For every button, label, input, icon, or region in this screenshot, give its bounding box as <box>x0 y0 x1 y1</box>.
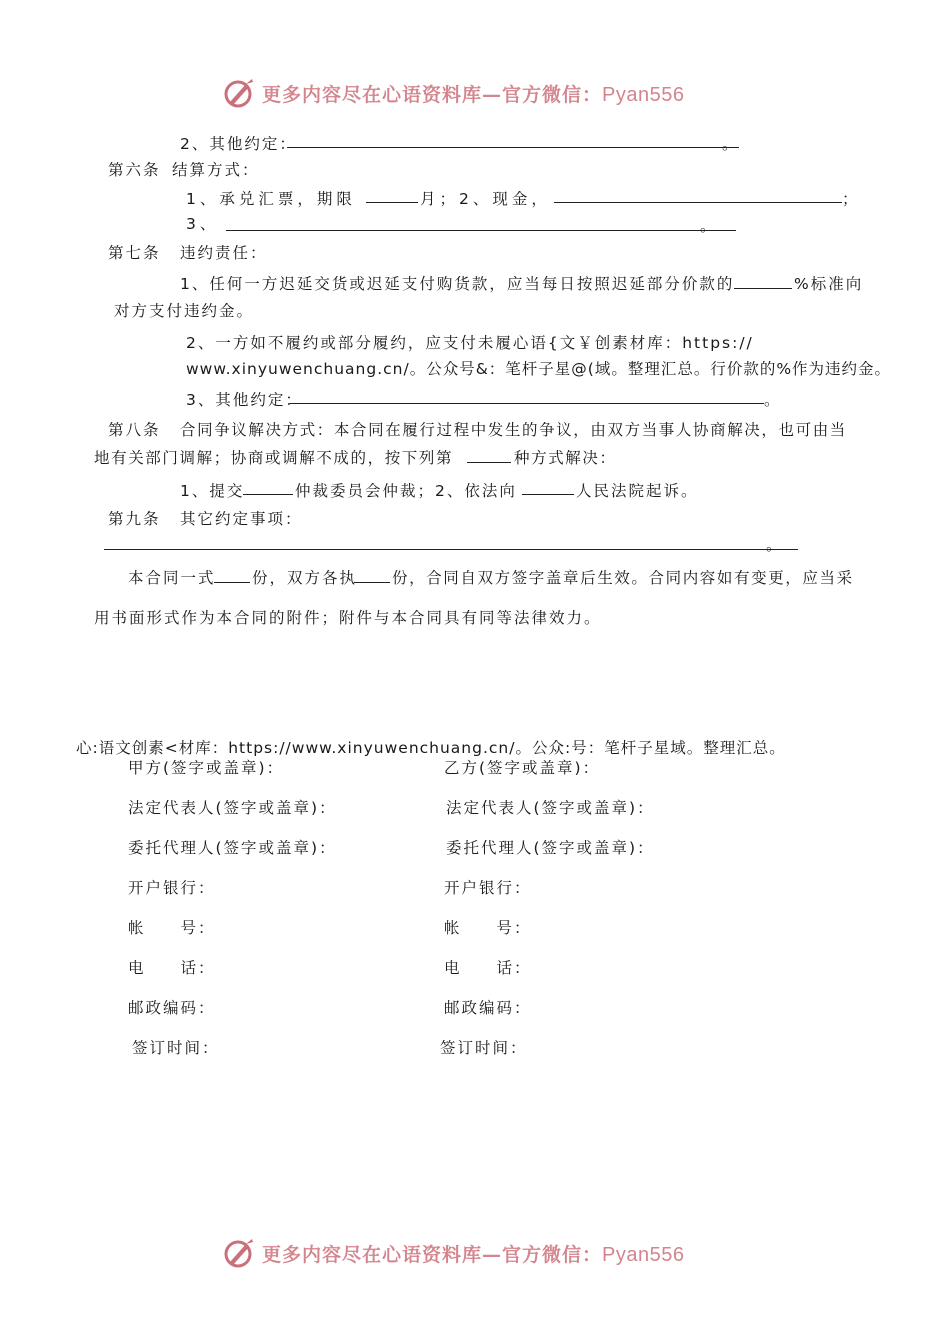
period-mark: 。 <box>700 217 718 235</box>
article-7-item-1a: 1、任何一方迟延交货或迟延支付购货款，应当每日按照迟延部分价款的 <box>180 275 735 293</box>
clause-5-other-agreement: 2、其他约定： <box>180 135 297 153</box>
party-b-phone: 电 话： <box>444 959 532 977</box>
article-8-item-b: 仲裁委员会仲裁；2、依法向 <box>295 482 517 500</box>
party-b-bank: 开户银行： <box>444 879 532 897</box>
blank-line <box>287 147 739 148</box>
semicolon: ； <box>842 190 860 208</box>
article-9-heading: 其它约定事项： <box>180 510 303 528</box>
party-a-title: 甲方(签字或盖章)： <box>128 759 285 777</box>
article-6-heading: 结算方式： <box>172 161 260 179</box>
article-8-title: 第八条 <box>108 421 161 439</box>
article-7-heading: 违约责任： <box>180 244 268 262</box>
period-mark: 。 <box>766 536 784 554</box>
blank-line <box>522 494 574 495</box>
article-6-item-3: 3、 <box>186 215 220 233</box>
article-8-text-b2: 种方式解决： <box>514 449 617 467</box>
party-a-phone: 电 话： <box>128 959 216 977</box>
article-8-item-c: 人民法院起诉。 <box>576 482 699 500</box>
article-7-item-1b: %标准向 <box>794 275 864 293</box>
article-6-title: 第六条 <box>108 161 161 179</box>
party-a-bank: 开户银行： <box>128 879 216 897</box>
article-8-item-a: 1、提交 <box>180 482 245 500</box>
article-9-title: 第九条 <box>108 510 161 528</box>
article-7-item-2b: www.xinyuwenchuang.cn/。公众号&：笔杆子星@(域。整理汇总。行价款的%作为违约金。 <box>186 360 892 378</box>
article-7-item-2a: 2、一方如不履约或部分履约，应支付未履心语{文￥创素材库：https:// <box>186 334 754 352</box>
article-8-text-b1: 地有关部门调解；协商或调解不成的，按下列第 <box>94 449 454 467</box>
party-b-title: 乙方(签字或盖章)： <box>444 759 601 777</box>
blank-line <box>226 230 736 231</box>
article-8-text-a: 合同争议解决方式：本合同在履行过程中发生的争议，由双方当事人协商解决，也可由当 <box>180 421 847 439</box>
period-mark: 。 <box>764 391 782 409</box>
blank-line <box>104 549 798 550</box>
blank-line <box>467 462 511 463</box>
blank-line <box>554 202 842 203</box>
footer-watermark <box>222 1236 684 1270</box>
watermark-text: 更多内容尽在心语资料库—官方微信：Pyan556 <box>262 1243 685 1266</box>
article-6-item-1b: 月；2、现金， <box>420 190 551 208</box>
article-7-item-1c: 对方支付违约金。 <box>114 302 255 320</box>
party-a-account: 帐 号： <box>128 919 216 937</box>
article-7-item-3: 3、其他约定： <box>186 391 303 409</box>
copies-text-a2: 份，双方各执 <box>252 569 358 587</box>
brush-logo-icon <box>222 1236 256 1270</box>
article-7-title: 第七条 <box>108 244 161 262</box>
party-b-legal-rep: 法定代表人(签字或盖章)： <box>446 799 655 817</box>
party-b-postcode: 邮政编码： <box>444 999 532 1017</box>
blank-line <box>354 582 390 583</box>
header-watermark <box>222 76 684 110</box>
promo-text: 心:语文创素<材库：https://www.xinyuwenchuang.cn/。公众:号：笔杆子星域。整理汇总。 <box>76 739 786 757</box>
blank-line <box>290 403 764 404</box>
blank-line <box>243 494 293 495</box>
copies-text-a1: 本合同一式 <box>128 569 216 587</box>
watermark-text: 更多内容尽在心语资料库—官方微信：Pyan556 <box>262 83 685 106</box>
party-b-date: 签订时间： <box>440 1039 528 1057</box>
party-a-agent: 委托代理人(签字或盖章)： <box>128 839 337 857</box>
party-b-agent: 委托代理人(签字或盖章)： <box>446 839 655 857</box>
blank-line <box>366 202 418 203</box>
party-a-legal-rep: 法定代表人(签字或盖章)： <box>128 799 337 817</box>
period-mark: 。 <box>722 135 740 153</box>
party-a-postcode: 邮政编码： <box>128 999 216 1017</box>
brush-logo-icon <box>222 76 256 110</box>
party-a-date: 签订时间： <box>132 1039 220 1057</box>
blank-line <box>734 288 792 289</box>
copies-text-a3: 份，合同自双方签字盖章后生效。合同内容如有变更，应当采 <box>392 569 854 587</box>
party-b-account: 帐 号： <box>444 919 532 937</box>
article-6-item-1a: 1、承兑汇票，期限 <box>186 190 356 208</box>
copies-text-b: 用书面形式作为本合同的附件；附件与本合同具有同等法律效力。 <box>94 609 602 627</box>
blank-line <box>214 582 250 583</box>
